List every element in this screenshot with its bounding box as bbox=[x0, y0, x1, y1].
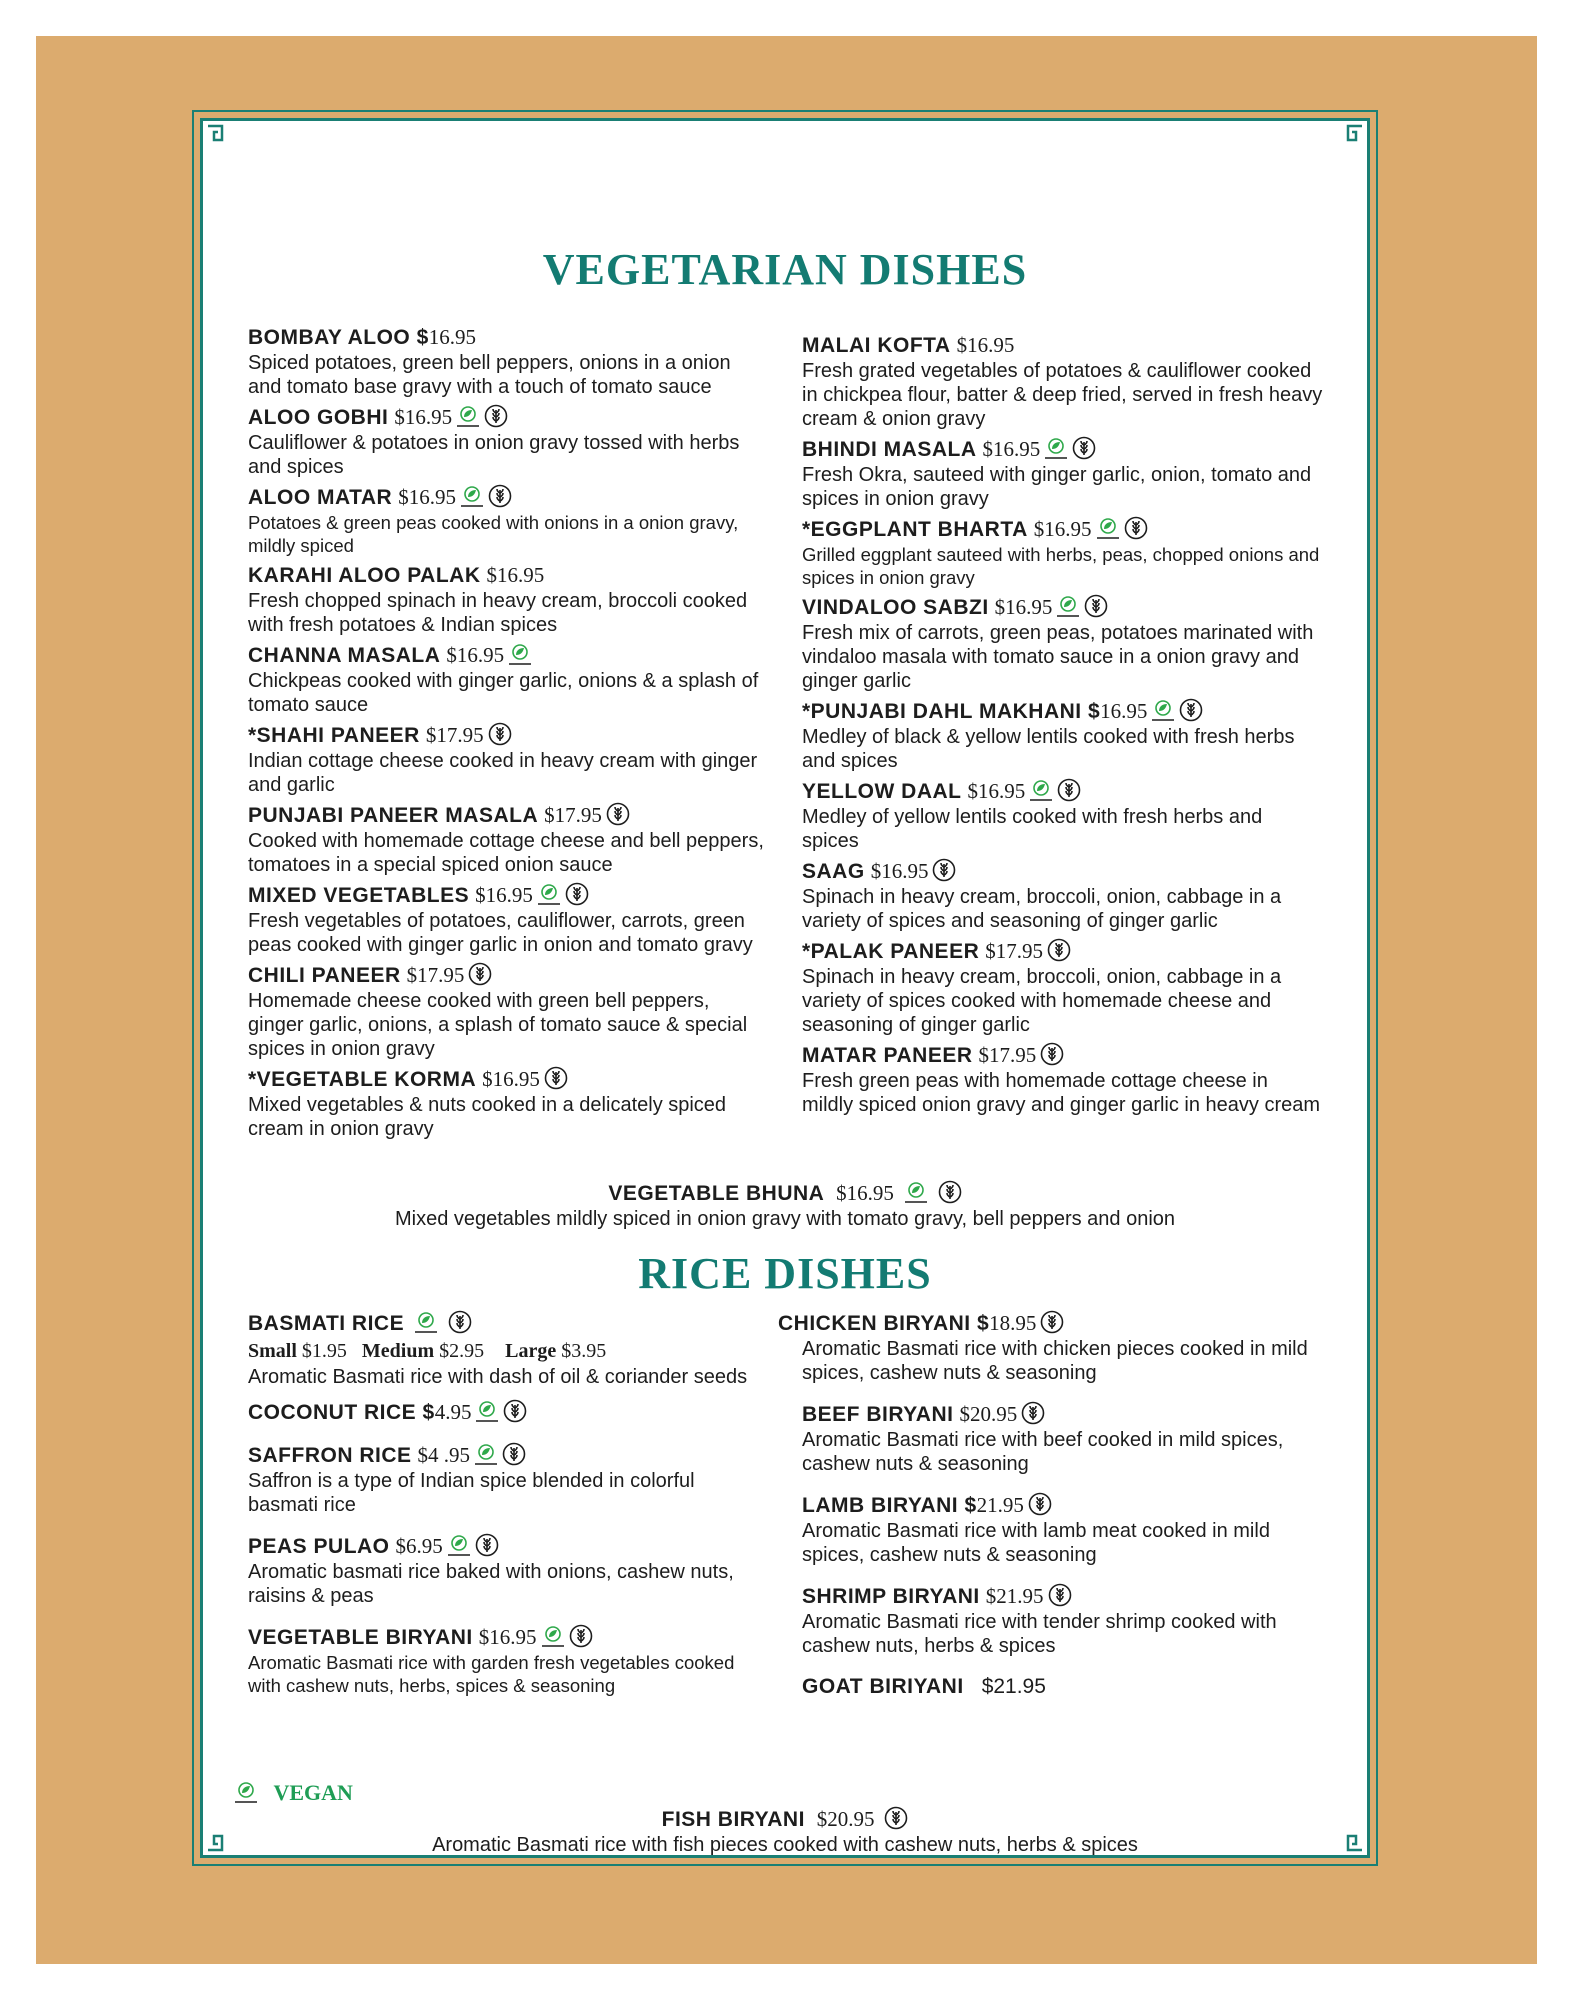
item-description: Aromatic Basmati rice with fish pieces cooked with cashew nuts, herbs & spices bbox=[432, 1834, 1138, 1856]
item-name: COCONUT RICE $ bbox=[248, 1401, 435, 1424]
item-description: Saffron is a type of Indian spice blended in colorful basmati rice bbox=[248, 1470, 695, 1516]
item-price: $16.95 bbox=[394, 405, 453, 429]
item-description: Fresh chopped spinach in heavy cream, broccoli cooked with fresh potatoes & Indian spices bbox=[248, 590, 748, 636]
vegan-leaf-icon bbox=[1044, 436, 1068, 460]
item-price: $17.95 bbox=[544, 803, 602, 827]
vegan-leaf-icon bbox=[508, 642, 532, 666]
wheat-icon bbox=[488, 722, 512, 746]
item-name: PEAS PULAO bbox=[248, 1535, 390, 1558]
item-name: *SHAHI PANEER bbox=[248, 724, 420, 747]
item-description: Fresh mix of carrots, green peas, potatoes marinated with vindaloo masala with tomato sauce in a onion gravy and ginger garlic bbox=[802, 622, 1314, 692]
item-description: Homemade cheese cooked with green bell peppers, ginger garlic, onions, a splash of tomato sauce & special spices in onion gravy bbox=[248, 990, 748, 1060]
corner-ornament bbox=[1330, 124, 1364, 158]
item-price: 4.95 bbox=[434, 1400, 472, 1424]
wheat-icon bbox=[484, 404, 508, 428]
menu-item bbox=[248, 642, 768, 717]
vegetarian-title: VEGETARIAN DISHES bbox=[542, 245, 1028, 294]
item-description: Aromatic Basmati rice with dash of oil & coriander seeds bbox=[248, 1366, 748, 1388]
size-medium-price: $2.95 bbox=[439, 1340, 485, 1362]
menu-item bbox=[802, 778, 1324, 853]
item-description: Aromatic Basmati rice with garden fresh vegetables cooked with cashew nuts, herbs, spices & seasoning bbox=[248, 1652, 735, 1696]
vegan-leaf-icon bbox=[1056, 594, 1080, 618]
vegan-leaf-icon bbox=[414, 1310, 438, 1334]
item-price: $16.95 bbox=[478, 1625, 537, 1649]
item-price: $4 .95 bbox=[417, 1443, 470, 1467]
item-name: CHILI PANEER bbox=[248, 964, 401, 987]
wheat-icon bbox=[1028, 1492, 1052, 1516]
item-description: Cauliflower & potatoes in onion gravy tossed with herbs and spices bbox=[248, 432, 740, 478]
item-price: 16.95 bbox=[1100, 699, 1148, 723]
menu-item bbox=[778, 1674, 1324, 1700]
menu-item bbox=[248, 562, 768, 637]
item-price: $20.95 bbox=[959, 1402, 1018, 1426]
wheat-icon bbox=[1047, 938, 1071, 962]
item-name: BHINDI MASALA bbox=[802, 438, 977, 461]
item-price: $16.95 bbox=[486, 563, 545, 587]
item-name: SAAG bbox=[802, 860, 865, 883]
vegan-leaf-icon bbox=[537, 882, 561, 906]
menu-item bbox=[248, 882, 768, 957]
menu-item bbox=[802, 332, 1324, 431]
item-description: Medley of yellow lentils cooked with fresh herbs and spices bbox=[802, 806, 1263, 852]
item-description: Aromatic Basmati rice with chicken pieces cooked in mild spices, cashew nuts & seasoning bbox=[802, 1338, 1308, 1384]
menu-item bbox=[248, 324, 768, 399]
item-description: Fresh grated vegetables of potatoes & cauliflower cooked in chickpea flour, batter & deep fried, served in fresh heavy cream & onion gravy bbox=[802, 360, 1323, 430]
item-description: Grilled eggplant sauteed with herbs, peas, chopped onions and spices in onion gravy bbox=[802, 544, 1320, 588]
menu-item bbox=[778, 1310, 1324, 1385]
item-price: $16.95 bbox=[967, 779, 1026, 803]
item-description: Spinach in heavy cream, broccoli, onion, cabbage in a variety of spices and seasoning of ginger garlic bbox=[802, 886, 1282, 932]
item-price: $17.95 bbox=[978, 1043, 1037, 1067]
menu-item bbox=[778, 1583, 1324, 1658]
wheat-icon bbox=[565, 882, 589, 906]
wheat-icon bbox=[1021, 1401, 1045, 1425]
vegan-leaf-icon bbox=[447, 1533, 471, 1557]
menu-item bbox=[802, 594, 1324, 693]
item-price: $6.95 bbox=[395, 1534, 443, 1558]
item-description: Indian cottage cheese cooked in heavy cream with ginger and garlic bbox=[248, 750, 758, 796]
item-price: $20.95 bbox=[816, 1807, 875, 1831]
menu-item bbox=[802, 436, 1324, 511]
item-name: PUNJABI PANEER MASALA bbox=[248, 804, 539, 827]
wheat-icon bbox=[1124, 516, 1148, 540]
wheat-icon bbox=[1057, 778, 1081, 802]
item-name: CHICKEN BIRYANI $ bbox=[778, 1312, 990, 1335]
wheat-icon bbox=[1179, 698, 1203, 722]
item-price: $16.95 bbox=[398, 485, 456, 509]
item-name: FISH BIRYANI bbox=[661, 1808, 805, 1831]
item-price: $16.95 bbox=[994, 595, 1053, 619]
item-name: SAFFRON RICE bbox=[248, 1444, 412, 1467]
menu-item bbox=[802, 938, 1324, 1037]
wheat-icon bbox=[488, 484, 512, 508]
vegan-leaf-icon bbox=[904, 1180, 928, 1204]
fish-biryani-item bbox=[200, 1806, 1370, 1857]
item-description: Fresh vegetables of potatoes, cauliflower, carrots, green peas cooked with ginger garlic in onion and tomato gravy bbox=[248, 910, 753, 956]
wheat-icon bbox=[938, 1180, 962, 1204]
wheat-icon bbox=[606, 802, 630, 826]
size-large-price: $3.95 bbox=[561, 1340, 607, 1362]
vegan-leaf-icon bbox=[474, 1442, 498, 1466]
item-price: $21.95 bbox=[985, 1584, 1044, 1608]
item-name: SHRIMP BIRYANI bbox=[802, 1585, 980, 1608]
menu-item bbox=[802, 516, 1324, 589]
item-name: KARAHI ALOO PALAK bbox=[248, 564, 481, 587]
wheat-icon bbox=[448, 1310, 472, 1334]
basmati-rice-item bbox=[248, 1310, 768, 1389]
item-description: Mixed vegetables mildly spiced in onion gravy with tomato gravy, bell peppers and onion bbox=[394, 1208, 1176, 1230]
wheat-icon bbox=[544, 1066, 568, 1090]
item-name: *PALAK PANEER bbox=[802, 940, 980, 963]
vegan-leaf-icon bbox=[1096, 516, 1120, 540]
item-price: $16.95 bbox=[475, 883, 533, 907]
rice-right-column bbox=[778, 1310, 1324, 1716]
item-price: $17.95 bbox=[406, 963, 465, 987]
item-price: $17.95 bbox=[985, 939, 1043, 963]
menu-item bbox=[248, 1066, 768, 1141]
vegan-leaf-icon bbox=[1151, 698, 1175, 722]
item-description: Medley of black & yellow lentils cooked with fresh herbs and spices bbox=[802, 726, 1295, 772]
item-name: VEGETABLE BIRYANI bbox=[248, 1626, 473, 1649]
menu-item bbox=[802, 858, 1324, 933]
item-name: CHANNA MASALA bbox=[248, 644, 441, 667]
size-medium-label: Medium bbox=[361, 1340, 435, 1362]
vegetable-bhuna-item bbox=[200, 1180, 1370, 1231]
item-name: BEEF BIRYANI bbox=[802, 1403, 954, 1426]
item-name: ALOO MATAR bbox=[248, 486, 393, 509]
item-description: Aromatic Basmati rice with beef cooked in mild spices, cashew nuts & seasoning bbox=[802, 1429, 1284, 1475]
item-name: VEGETABLE BHUNA bbox=[608, 1182, 825, 1205]
item-price: 16.95 bbox=[428, 325, 477, 349]
menu-item bbox=[778, 1401, 1324, 1476]
item-price: $16.95 bbox=[482, 1067, 540, 1091]
item-name: GOAT BIRIYANI bbox=[802, 1675, 964, 1698]
menu-item bbox=[248, 404, 768, 479]
item-name: *VEGETABLE KORMA bbox=[248, 1068, 477, 1091]
item-description: Chickpeas cooked with ginger garlic, onions & a splash of tomato sauce bbox=[248, 670, 759, 716]
wheat-icon bbox=[1072, 436, 1096, 460]
item-name: MATAR PANEER bbox=[802, 1044, 973, 1067]
item-name: BOMBAY ALOO $ bbox=[248, 326, 429, 349]
rice-sizes bbox=[248, 1337, 768, 1365]
corner-ornament bbox=[206, 124, 240, 158]
wheat-icon bbox=[1048, 1583, 1072, 1607]
item-price: $16.95 bbox=[836, 1181, 894, 1205]
item-name: VINDALOO SABZI bbox=[802, 596, 989, 619]
menu-item bbox=[248, 802, 768, 877]
item-price: $16.95 bbox=[446, 643, 505, 667]
vegan-leaf-icon bbox=[475, 1399, 499, 1423]
item-description: Aromatic basmati rice baked with onions, cashew nuts, raisins & peas bbox=[248, 1561, 734, 1607]
item-price: $16.95 bbox=[1033, 517, 1092, 541]
item-description: Aromatic Basmati rice with lamb meat cooked in mild spices, cashew nuts & seasoning bbox=[802, 1520, 1270, 1566]
wheat-icon bbox=[1040, 1042, 1064, 1066]
item-price: $16.95 bbox=[956, 333, 1015, 357]
item-name: MALAI KOFTA bbox=[802, 334, 951, 357]
item-description: Fresh Okra, sauteed with ginger garlic, onion, tomato and spices in onion gravy bbox=[802, 464, 1312, 510]
wheat-icon bbox=[502, 1442, 526, 1466]
item-price: $16.95 bbox=[870, 859, 929, 883]
item-description: Cooked with homemade cottage cheese and bell peppers, tomatoes in a special spiced onion sauce bbox=[248, 830, 764, 876]
wheat-icon bbox=[1084, 594, 1108, 618]
menu-item bbox=[248, 1533, 768, 1608]
item-price: $16.95 bbox=[982, 437, 1041, 461]
item-name: MIXED VEGETABLES bbox=[248, 884, 470, 907]
item-name: *PUNJABI DAHL MAKHANI $ bbox=[802, 700, 1101, 723]
item-name: YELLOW DAAL bbox=[802, 780, 962, 803]
size-small-price: $1.95 bbox=[301, 1340, 347, 1362]
item-description: Potatoes & green peas cooked with onions in a onion gravy, mildly spiced bbox=[248, 512, 739, 556]
item-price: 18.95 bbox=[989, 1311, 1037, 1335]
wheat-icon bbox=[468, 962, 492, 986]
item-name: LAMB BIRYANI $ bbox=[802, 1494, 977, 1517]
menu-item bbox=[802, 1042, 1324, 1117]
rice-title: RICE DISHES bbox=[638, 1249, 932, 1298]
menu-item bbox=[778, 1492, 1324, 1567]
item-description: Spinach in heavy cream, broccoli, onion, cabbage in a variety of spices cooked with homemade cheese and seasoning of ginger garlic bbox=[802, 966, 1282, 1036]
wheat-icon bbox=[1040, 1310, 1064, 1334]
size-large-label: Large bbox=[505, 1340, 557, 1362]
item-description: Spiced potatoes, green bell peppers, onions in a onion and tomato base gravy with a touch of tomato sauce bbox=[248, 352, 731, 398]
wheat-icon bbox=[932, 858, 956, 882]
menu-item bbox=[248, 1399, 768, 1426]
item-name: ALOO GOBHI bbox=[248, 406, 389, 429]
menu-item bbox=[248, 1624, 768, 1697]
vegetarian-right-column bbox=[802, 332, 1324, 1122]
vegan-leaf-icon bbox=[234, 1780, 258, 1804]
wheat-icon bbox=[475, 1533, 499, 1557]
menu-item bbox=[248, 484, 768, 557]
item-price: $17.95 bbox=[425, 723, 484, 747]
item-price: 21.95 bbox=[976, 1493, 1024, 1517]
item-description: Mixed vegetables & nuts cooked in a delicately spiced cream in onion gravy bbox=[248, 1094, 727, 1140]
menu-item bbox=[248, 1442, 768, 1517]
wheat-icon bbox=[884, 1806, 908, 1830]
vegan-leaf-icon bbox=[460, 484, 484, 508]
vegetarian-left-column bbox=[248, 324, 768, 1146]
vegan-leaf-icon bbox=[541, 1624, 565, 1648]
vegan-leaf-icon bbox=[1029, 778, 1053, 802]
vegan-legend bbox=[230, 1780, 353, 1806]
vegan-leaf-icon bbox=[456, 404, 480, 428]
wheat-icon bbox=[569, 1624, 593, 1648]
item-name: *EGGPLANT BHARTA bbox=[802, 518, 1028, 541]
legend-label: VEGAN bbox=[273, 1780, 353, 1805]
item-description: Fresh green peas with homemade cottage cheese in mildly spiced onion gravy and ginger garlic in heavy cream bbox=[802, 1070, 1321, 1116]
rice-left-column bbox=[248, 1310, 768, 1713]
item-price: $21.95 bbox=[981, 1675, 1046, 1698]
item-description: Aromatic Basmati rice with tender shrimp cooked with cashew nuts, herbs & spices bbox=[802, 1611, 1277, 1657]
menu-item bbox=[802, 698, 1324, 773]
wheat-icon bbox=[503, 1399, 527, 1423]
menu-item bbox=[248, 722, 768, 797]
item-name: BASMATI RICE bbox=[248, 1312, 405, 1335]
menu-item bbox=[248, 962, 768, 1061]
size-small-label: Small bbox=[248, 1340, 297, 1362]
